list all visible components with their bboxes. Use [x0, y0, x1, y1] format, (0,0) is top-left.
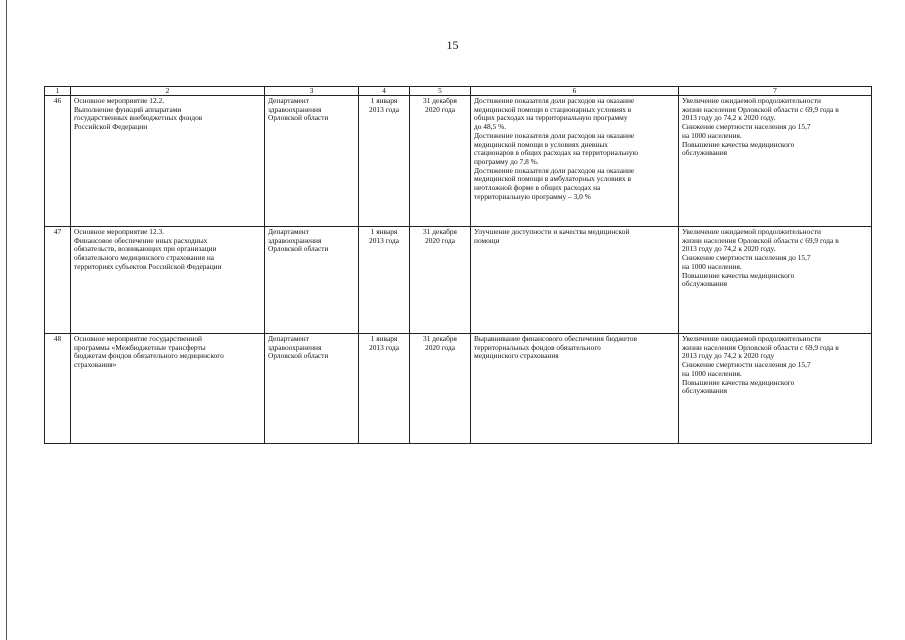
cell-line: обязательного медицинского страхования на	[74, 253, 215, 263]
cell-line: обслуживания	[682, 279, 728, 289]
cell-line: 31 декабря	[423, 227, 457, 236]
header-col-5: 5	[410, 87, 471, 96]
outcome-cell	[679, 334, 872, 444]
header-row	[45, 87, 872, 96]
expected-result-cell	[471, 334, 679, 444]
cell-line: страхования»	[74, 360, 117, 370]
cell-line: Достижение показателя доли расходов на оказание	[474, 130, 635, 140]
cell-line: 31 декабря	[423, 334, 457, 343]
cell-line: здравоохранения	[268, 104, 322, 114]
cell-line: 2013 года	[369, 235, 399, 245]
cell-line: Достижение показателя доли расходов на оказание	[474, 165, 635, 175]
cell-line: бюджетам фондов обязательного медицинского	[74, 351, 224, 361]
cell-line: Российской Федерации	[74, 122, 148, 132]
cell-line: здравоохранения	[268, 235, 322, 245]
cell-line: Снижение смертности населения до 15,7	[682, 360, 811, 370]
cell-line: на 1000 населения.	[682, 130, 742, 140]
cell-line: Орловской области	[268, 351, 329, 361]
cell-line: Департамент	[268, 96, 309, 105]
cell-line: 31 декабря	[423, 96, 457, 105]
row-number: 48	[45, 334, 71, 444]
header-col-3: 3	[265, 87, 359, 96]
cell-line: обслуживания	[682, 148, 728, 158]
cell-line: 2020 года	[425, 104, 455, 114]
cell-line: Департамент	[268, 334, 309, 343]
cell-line: медицинской помощи в условиях дневных	[474, 139, 608, 149]
page-number: 15	[446, 38, 459, 52]
cell-line: 2013 году до 74,2 к 2020 году.	[682, 244, 776, 254]
cell-line: помощи	[474, 235, 500, 245]
cell-line: Орловской области	[268, 244, 329, 254]
cell-line: Достижение показателя доли расходов на оказание	[474, 96, 635, 105]
cell-line: на 1000 населения.	[682, 368, 742, 378]
cell-line: 2013 году до 74,2 к 2020 году	[682, 351, 775, 361]
cell-line: Основное мероприятие 12.2.	[74, 96, 165, 105]
end-date-cell	[410, 334, 471, 444]
cell-line: Увеличение ожидаемой продолжительности	[682, 227, 821, 236]
cell-line: до 48,5 %.	[474, 122, 507, 132]
cell-line: Выравнивание финансового обеспечения бюджетов	[474, 334, 637, 343]
cell-line: Основное мероприятие 12.3.	[74, 227, 165, 236]
page-edge-line	[6, 0, 7, 640]
cell-line: жизни населения Орловской области с 69,9 года в	[682, 104, 839, 114]
cell-line: Повышение качества медицинского	[682, 139, 795, 149]
header-col-2: 2	[71, 87, 265, 96]
cell-line: медицинской помощи в стационарных условиях в	[474, 104, 632, 114]
header-col-6: 6	[471, 87, 679, 96]
cell-line: 1 января	[370, 227, 398, 236]
end-date-cell	[410, 227, 471, 334]
cell-line: территориальную программу – 3,0 %	[474, 191, 591, 201]
cell-line: программу до 7,8 %.	[474, 156, 539, 166]
executor-cell	[265, 96, 359, 227]
cell-line: Снижение смертности населения до 15,7	[682, 253, 811, 263]
table-row	[45, 96, 872, 227]
cell-line: Увеличение ожидаемой продолжительности	[682, 334, 821, 343]
end-date-cell	[410, 96, 471, 227]
table-row	[45, 227, 872, 334]
event-cell	[71, 96, 265, 227]
start-date-cell	[359, 96, 410, 227]
expected-result-cell	[471, 227, 679, 334]
row-number: 47	[45, 227, 71, 334]
cell-line: программы «Межбюджетные трансферты	[74, 342, 206, 352]
cell-line: медицинского страхования	[474, 351, 559, 361]
cell-line: неотложной форме в общих расходах на	[474, 183, 601, 193]
cell-line: 2013 году до 74,2 к 2020 году.	[682, 113, 776, 123]
cell-line: Орловской области	[268, 113, 329, 123]
table-row	[45, 334, 872, 444]
cell-line: 2020 года	[425, 235, 455, 245]
cell-line: 2013 года	[369, 342, 399, 352]
cell-line: обязательств, возникающих при организации	[74, 244, 217, 254]
cell-line: Повышение качества медицинского	[682, 377, 795, 387]
cell-line: жизни населения Орловской области с 69,9 года в	[682, 235, 839, 245]
header-col-4: 4	[359, 87, 410, 96]
cell-line: жизни населения Орловской области с 69,9 года в	[682, 342, 839, 352]
cell-line: 1 января	[370, 334, 398, 343]
event-cell	[71, 227, 265, 334]
start-date-cell	[359, 334, 410, 444]
cell-line: Финансовое обеспечение иных расходных	[74, 235, 208, 245]
cell-line: 2020 года	[425, 342, 455, 352]
start-date-cell	[359, 227, 410, 334]
program-table	[44, 86, 872, 444]
expected-result-cell	[471, 96, 679, 227]
cell-line: 2013 года	[369, 104, 399, 114]
header-col-7: 7	[679, 87, 872, 96]
cell-line: 1 января	[370, 96, 398, 105]
cell-line: здравоохранения	[268, 342, 322, 352]
cell-line: Повышение качества медицинского	[682, 270, 795, 280]
event-cell	[71, 334, 265, 444]
header-col-1: 1	[45, 87, 71, 96]
cell-line: территориальных фондов обязательного	[474, 342, 601, 352]
row-number: 46	[45, 96, 71, 227]
cell-line: стационаров в общих расходах на территориальную	[474, 148, 639, 158]
cell-line: Снижение смертности населения до 15,7	[682, 122, 811, 132]
cell-line: обслуживания	[682, 386, 728, 396]
cell-line: Департамент	[268, 227, 309, 236]
cell-line: государственных внебюджетных фондов	[74, 113, 203, 123]
cell-line: Выполнение функций аппаратами	[74, 104, 182, 114]
cell-line: медицинской помощи в амбулаторных условиях в	[474, 174, 631, 184]
executor-cell	[265, 334, 359, 444]
cell-line: Основное мероприятие государственной	[74, 334, 202, 343]
cell-line: Увеличение ожидаемой продолжительности	[682, 96, 821, 105]
cell-line: территориях субъектов Российской Федерации	[74, 261, 222, 271]
outcome-cell	[679, 96, 872, 227]
cell-line: Улучшение доступности и качества медицинской	[474, 227, 630, 236]
cell-line: на 1000 населения.	[682, 261, 742, 271]
outcome-cell	[679, 227, 872, 334]
cell-line: общих расходах на территориальную программу	[474, 113, 628, 123]
executor-cell	[265, 227, 359, 334]
